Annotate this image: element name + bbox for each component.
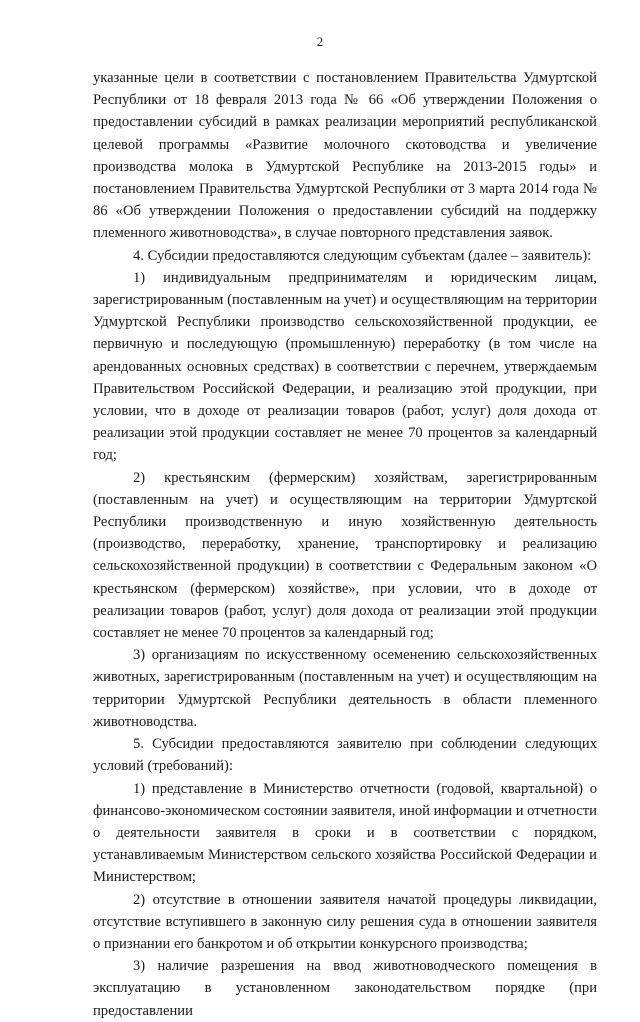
paragraph-clause-4-2: 2) крестьянским (фермерским) хозяйствам, зарегистрированным (поставленным на учет) и осуществляющим на территории Удмуртской Республики производственную и иную хозяйственную деятельность (производство, переработку, хранение, транспортировку и реализацию сельскохозяйственной продукции) в соответствии с Федеральным законом «О крестьянском (фермерском) хозяйстве», при условии, что в доходе от реализации товаров (работ, услуг) доля дохода от реализации этой продукции составляет не менее 70 процентов за календарный год;	[93, 469, 597, 642]
paragraph-continuation: указанные цели в соответствии с постановлением Правительства Удмуртской Республики от 18 февраля 2013 года № 66 «Об утверждении Положения о предоставлении субсидий в рамках реализации мероприятий республиканской целевой программы «Развитие молочного скотоводства и увеличение производства молока в Удмуртской Республике на 2013-2015 годы» и постановлением Правительства Удмуртской Республики от 3 марта 2014 года № 86 «Об утверждении Положения о предоставлении субсидий на поддержку племенного животноводства», в случае повторного представления заявок.	[93, 70, 597, 242]
paragraph-clause-5-1: 1) представление в Министерство отчетности (годовой, квартальной) о финансово-экономическом состоянии заявителя, иной информации и отчетности о деятельности заявителя в сроки и в соответствии с порядком, устанавливаемым Министерством сельского хозяйства Российской Федерации и Министерством;	[93, 780, 597, 886]
paragraph-clause-4-3: 3) организациям по искусственному осеменению сельскохозяйственных животных, зарегистрированным (поставленным на учет) и осуществляющим на территории Удмуртской Республики деятельность в области племенного животноводства.	[93, 647, 597, 730]
page-number: 2	[316, 34, 324, 49]
paragraph-clause-4: 4. Субсидии предоставляются следующим субъектам (далее – заявитель):	[133, 247, 592, 264]
paragraph-clause-5-3: 3) наличие разрешения на ввод животноводческого помещения в эксплуатацию в установленном законодательством порядке (при предоставлении	[93, 958, 597, 1019]
paragraph-clause-4-1: 1) индивидуальным предпринимателям и юридическим лицам, зарегистрированным (поставленным на учет) и осуществляющим на территории Удмуртской Республики производство сельскохозяйственной продукции, ее первичную и последующую (промышленную) переработку (в том числе на арендованных основных средствах) в соответствии с перечнем, утверждаемым Правительством Российской Федерации, и реализацию этой продукции, при условии, что в доходе от реализации товаров (работ, услуг) доля дохода от реализации этой продукции составляет не менее 70 процентов за календарный год;	[93, 269, 597, 464]
paragraph-clause-5-2: 2) отсутствие в отношении заявителя начатой процедуры ликвидации, отсутствие вступившего в законную силу решения суда в отношении заявителя о признании его банкротом и об открытии конкурсного производства;	[93, 891, 597, 952]
paragraph-clause-5: 5. Субсидии предоставляются заявителю при соблюдении следующих условий (требований):	[93, 736, 597, 775]
document-body	[93, 67, 597, 1022]
